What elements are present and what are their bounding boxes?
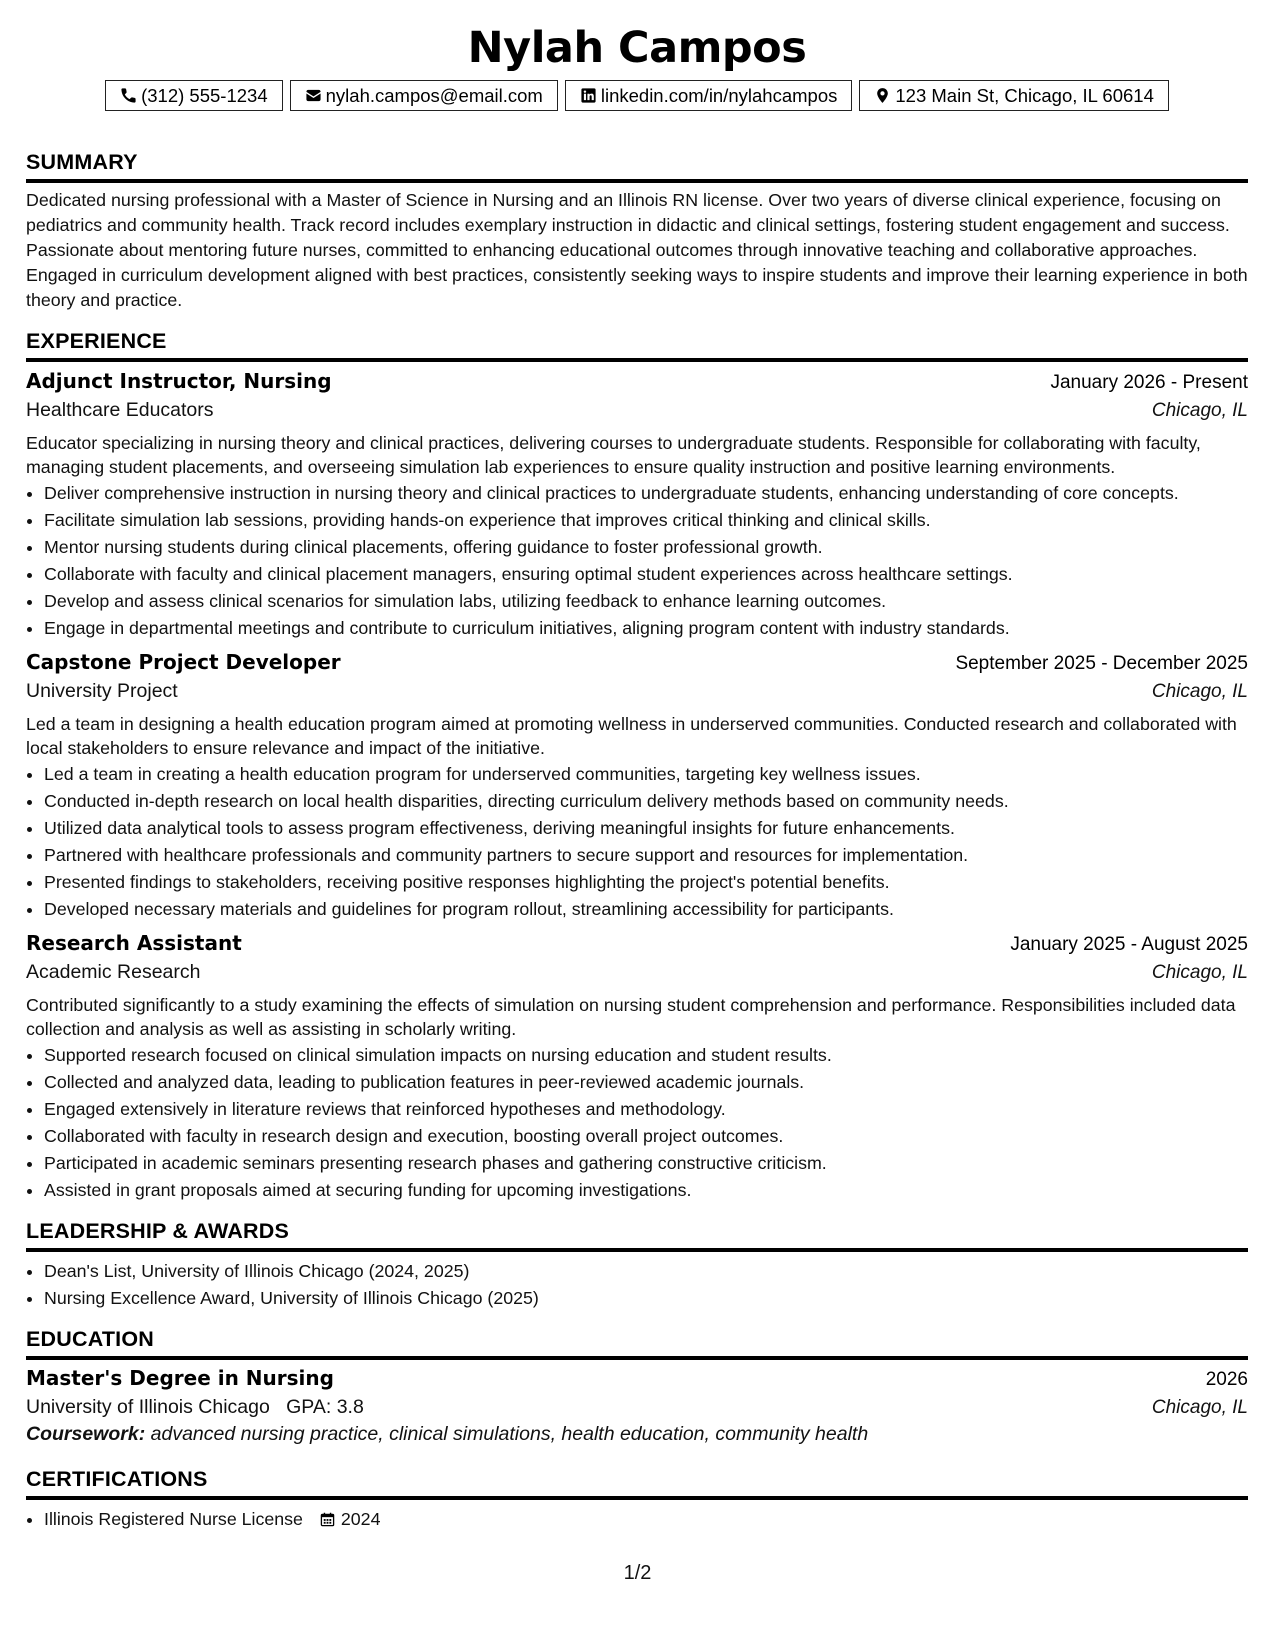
degree-title: Master's Degree in Nursing [26,1366,334,1390]
job-entry [26,931,1248,1204]
certifications-section [26,1466,1248,1533]
job-description: Led a team in designing a health education program aimed at promoting wellness in underserved communities. Conducted research and collaborated with local stakeholders to ensure relevance and impact of the initiative. [26,714,1237,758]
contact-email-text: nylah.campos@email.com [325,84,543,106]
job-entry [26,650,1248,923]
job-title: Adjunct Instructor, Nursing [26,369,332,393]
experience-section [26,328,1248,1204]
job-title: Capstone Project Developer [26,650,341,674]
contact-linkedin[interactable] [565,80,853,111]
job-entry [26,369,1248,642]
contact-address-text: 123 Main St, Chicago, IL 60614 [895,84,1154,106]
list-item: • Engaged extensively in literature reviews that reinforced hypotheses and methodology. [44,1096,1248,1123]
job-location: Chicago, IL [1151,400,1248,421]
job-description: Educator specializing in nursing theory and clinical practices, delivering courses to undergraduate students. Responsible for collaborating with faculty, managing student placements, and overseeing simulation lab experiences to ensure quality instruction and positive learning environments. [26,433,1201,477]
experience-heading: EXPERIENCE [26,328,1248,362]
education-heading: EDUCATION [26,1326,1248,1360]
school-name: University of Illinois Chicago [26,1396,270,1418]
phone-icon [120,87,137,104]
candidate-name: Nylah Campos [467,23,807,73]
list-item: • Supported research focused on clinical simulation impacts on nursing education and student results. [44,1042,1248,1069]
list-item: • Developed necessary materials and guidelines for program rollout, streamlining accessibility for participants. [44,896,1248,923]
job-location: Chicago, IL [1151,681,1248,702]
coursework-text: advanced nursing practice, clinical simulations, health education, community health [150,1423,869,1445]
list-item: • Utilized data analytical tools to assess program effectiveness, deriving meaningful insights for future enhancements. [44,815,1248,842]
school-location: Chicago, IL [1151,1397,1248,1418]
list-item: • Engage in departmental meetings and contribute to curriculum initiatives, aligning program content with industry standards. [44,615,1248,642]
contact-email[interactable] [290,80,558,111]
summary-text: Dedicated nursing professional with a Master of Science in Nursing and an Illinois RN license. Over two years of diverse clinical experience, focusing on pediatrics and community health. Track record includes exemplary instruction in didactic and clinical settings, fostering student engagement and success. Passionate about mentoring future nurses, committed to enhancing educational outcomes through innovative teaching and collaborative approaches. Engaged in curriculum development aligned with best practices, consistently seeking ways to inspire students and improve their learning experience in both theory and practice. [26,190,1248,310]
list-item [44,1506,1248,1533]
map-pin-icon [874,87,891,104]
list-item: • Facilitate simulation lab sessions, providing hands-on experience that improves critical thinking and clinical skills. [44,507,1248,534]
job-organization: Academic Research [26,961,201,983]
list-item: • Participated in academic seminars presenting research phases and gathering constructive criticism. [44,1150,1248,1177]
list-item: • Presented findings to stakeholders, receiving positive responses highlighting the project's potential benefits. [44,869,1248,896]
job-title: Research Assistant [26,931,242,955]
job-organization: Healthcare Educators [26,399,214,421]
graduation-year: 2026 [1205,1369,1248,1390]
list-item: • Mentor nursing students during clinical placements, offering guidance to foster professional growth. [44,534,1248,561]
certifications-list [26,1506,1248,1533]
resume-page [26,0,1248,1533]
job-dates: September 2025 - December 2025 [955,653,1248,674]
job-organization: University Project [26,680,178,702]
linkedin-icon [580,87,597,104]
coursework-line [26,1423,1248,1446]
certification-year: 2024 [340,1509,381,1529]
list-item: • Nursing Excellence Award, University of Illinois Chicago (2025) [44,1285,1248,1312]
job-location: Chicago, IL [1151,962,1248,983]
coursework-label: Coursework: [26,1423,146,1445]
leadership-section [26,1218,1248,1312]
list-item: • Conducted in-depth research on local health disparities, directing curriculum delivery methods based on community needs. [44,788,1248,815]
contact-phone[interactable] [105,80,283,111]
leadership-heading: LEADERSHIP & AWARDS [26,1218,1248,1252]
list-item: • Partnered with healthcare professionals and community partners to secure support and resources for implementation. [44,842,1248,869]
page-number: 1/2 [623,1562,652,1584]
contact-phone-text: (312) 555-1234 [141,84,268,106]
calendar-icon [320,1512,335,1527]
awards-list [26,1258,1248,1312]
gpa: GPA: 3.8 [286,1396,364,1418]
job-bullets [26,480,1248,642]
job-dates: January 2025 - August 2025 [1010,934,1248,955]
contact-address[interactable] [859,80,1169,111]
job-description: Contributed significantly to a study examining the effects of simulation on nursing student comprehension and performance. Responsibilities included data collection and analysis as well as assisting in scholarly writing. [26,995,1236,1039]
list-item: • Develop and assess clinical scenarios for simulation labs, utilizing feedback to enhance learning outcomes. [44,588,1248,615]
list-item: • Collaborate with faculty and clinical placement managers, ensuring optimal student experiences across healthcare settings. [44,561,1248,588]
envelope-icon [305,87,322,104]
summary-section [26,149,1248,313]
education-section [26,1326,1248,1446]
certifications-heading: CERTIFICATIONS [26,1466,1248,1500]
contact-linkedin-text: linkedin.com/in/nylahcampos [600,84,838,106]
list-item: • Led a team in creating a health education program for underserved communities, targeting key wellness issues. [44,761,1248,788]
summary-heading: SUMMARY [26,149,1248,183]
list-item: • Deliver comprehensive instruction in nursing theory and clinical practices to undergraduate students, enhancing understanding of core concepts. [44,480,1248,507]
list-item: • Dean's List, University of Illinois Chicago (2024, 2025) [44,1258,1248,1285]
list-item: • Assisted in grant proposals aimed at securing funding for upcoming investigations. [44,1177,1248,1204]
list-item: • Collected and analyzed data, leading to publication features in peer-reviewed academic journals. [44,1069,1248,1096]
job-dates: January 2026 - Present [1050,372,1248,393]
certification-name: • Illinois Registered Nurse License [44,1509,303,1529]
contact-bar [26,80,1248,111]
list-item: • Collaborated with faculty in research design and execution, boosting overall project outcomes. [44,1123,1248,1150]
job-bullets [26,1042,1248,1204]
job-bullets [26,761,1248,923]
